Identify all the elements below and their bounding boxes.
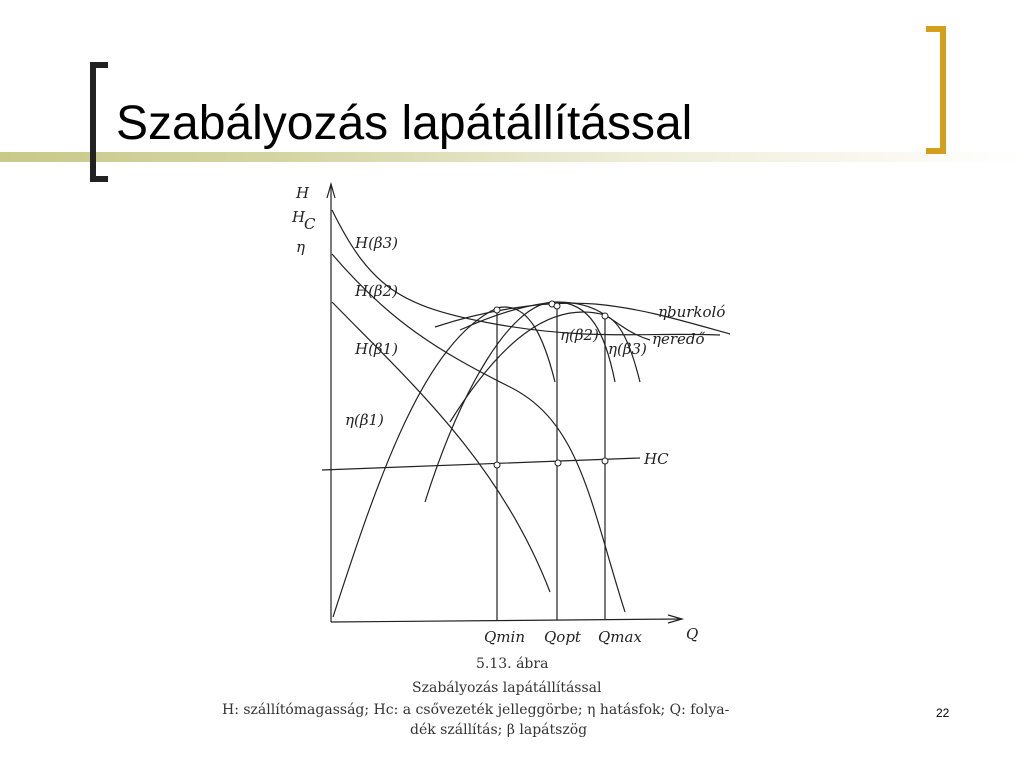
label-eta-beta3: η(β3)	[608, 340, 647, 358]
y-axis-label-hc-sub: C	[304, 215, 316, 233]
y-axis-label-hc: H	[292, 208, 306, 226]
label-eta-beta2: η(β2)	[560, 326, 599, 344]
x-axis-label-q: Q	[686, 625, 699, 643]
label-h-beta2: H(β2)	[355, 282, 399, 300]
y-axis-label-eta: η	[296, 238, 305, 256]
y-axis-label-h: H	[296, 184, 310, 202]
title-underline-rule	[0, 152, 1024, 162]
point-eta-beta3-max	[602, 313, 608, 319]
right-bracket-decoration	[926, 26, 946, 154]
label-eta-envelope: ηburkoló	[658, 303, 726, 321]
point-hc-qopt	[555, 460, 561, 466]
curve-h-beta2	[332, 254, 625, 612]
point-hc-qmin	[494, 462, 500, 468]
caption-title: Szabályozás lapátállítással	[412, 680, 602, 696]
point-hc-qmax	[602, 458, 608, 464]
left-bracket-decoration	[90, 62, 108, 182]
label-hc: HC	[644, 450, 669, 468]
label-q-opt: Qopt	[544, 628, 581, 646]
x-axis	[331, 619, 682, 622]
label-h-beta3: H(β3)	[355, 234, 399, 252]
caption-legend-line2: dék szállítás; β lapátszög	[410, 722, 588, 738]
label-eta-resultant: ηeredő	[652, 330, 705, 348]
slide-title: Szabályozás lapátállítással	[116, 97, 693, 150]
label-eta-beta1: η(β1)	[345, 411, 384, 429]
point-eta-beta1-max	[494, 307, 500, 313]
curve-hc	[322, 458, 640, 470]
label-h-beta1: H(β1)	[355, 340, 399, 358]
caption-legend-line1: H: szállítómagasság; Hc: a csővezeték jelleggörbe; η hatásfok; Q: folya-	[222, 702, 730, 718]
label-q-max: Qmax	[598, 628, 642, 646]
point-eta-beta-opt	[554, 303, 560, 309]
caption-figure-number: 5.13. ábra	[476, 656, 549, 672]
label-q-min: Qmin	[484, 628, 525, 646]
pump-regulation-diagram	[210, 172, 820, 742]
page-number: 22	[936, 706, 950, 720]
